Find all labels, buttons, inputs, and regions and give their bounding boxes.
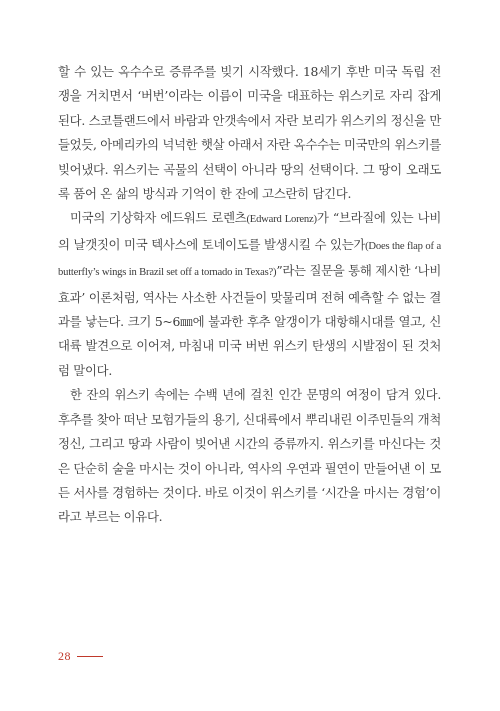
paragraph-3 <box>58 383 441 529</box>
text-segment: 가 “브라질에 있는 나비의 날갯짓이 미국 텍사스에 토네이도를 발생시킬 수 있는가 <box>58 210 441 252</box>
text-segment: 미국의 기상학자 에드워드 로렌츠 <box>70 210 247 226</box>
body-text <box>58 60 441 530</box>
folio-rule-line <box>77 656 103 657</box>
english-gloss: (Does the flap of a butterfly’s wings in Brazil set off a tornado in Texas?) <box>58 240 441 279</box>
paragraph-2 <box>58 206 441 383</box>
page-folio <box>58 648 103 664</box>
paragraph-1 <box>58 60 441 206</box>
text-segment: ”라는 질문을 통해 제시한 ‘나비효과’ 이론처럼, 역사는 사소한 사건들이 맞물리며 전혀 예측할 수 없는 결과를 낳는다. 크기 5~6㎜에 불과한 후추 알갱이가 대항해시대를 열고, 신대륙 발견으로 이어져, 마침내 미국 버번 위스키 탄생의 시발점이 된 것처럼 말이다. <box>58 263 441 378</box>
page-number: 28 <box>58 648 71 663</box>
text-segment: 한 잔의 위스키 속에는 수백 년에 걸친 인간 문명의 여정이 담겨 있다. 후추를 찾아 떠난 모험가들의 용기, 신대륙에서 뿌리내린 이주민들의 개척 정신, 그리고 땅과 사람이 빚어낸 시간의 증류까지. 위스키를 마신다는 것은 단순히 술을 마시는 것이 아니라, 역사의 우연과 필연이 만들어낸 이 모든 서사를 경험하는 것이다. 바로 이것이 위스키를 ‘시간을 마시는 경험’이라고 부르는 이유다. <box>58 387 441 525</box>
english-gloss: (Edward Lorenz) <box>246 214 317 226</box>
text-segment: 할 수 있는 옥수수로 증류주를 빚기 시작했다. 18세기 후반 미국 독립 전쟁을 거치면서 ‘버번’이라는 이름이 미국을 대표하는 위스키로 자리 잡게 된다. 스코틀랜드에서 바람과 안갯속에서 자란 보리가 위스키의 정신을 만들었듯, 아메리카의 넉넉한 햇살 아래서 자란 옥수수는 미국만의 위스키를 빚어냈다. 위스키는 곡물의 선택이 아니라 땅의 선택이다. 그 땅이 오래도록 품어 온 삶의 방식과 기억이 한 잔에 고스란히 담긴다. <box>58 64 441 202</box>
